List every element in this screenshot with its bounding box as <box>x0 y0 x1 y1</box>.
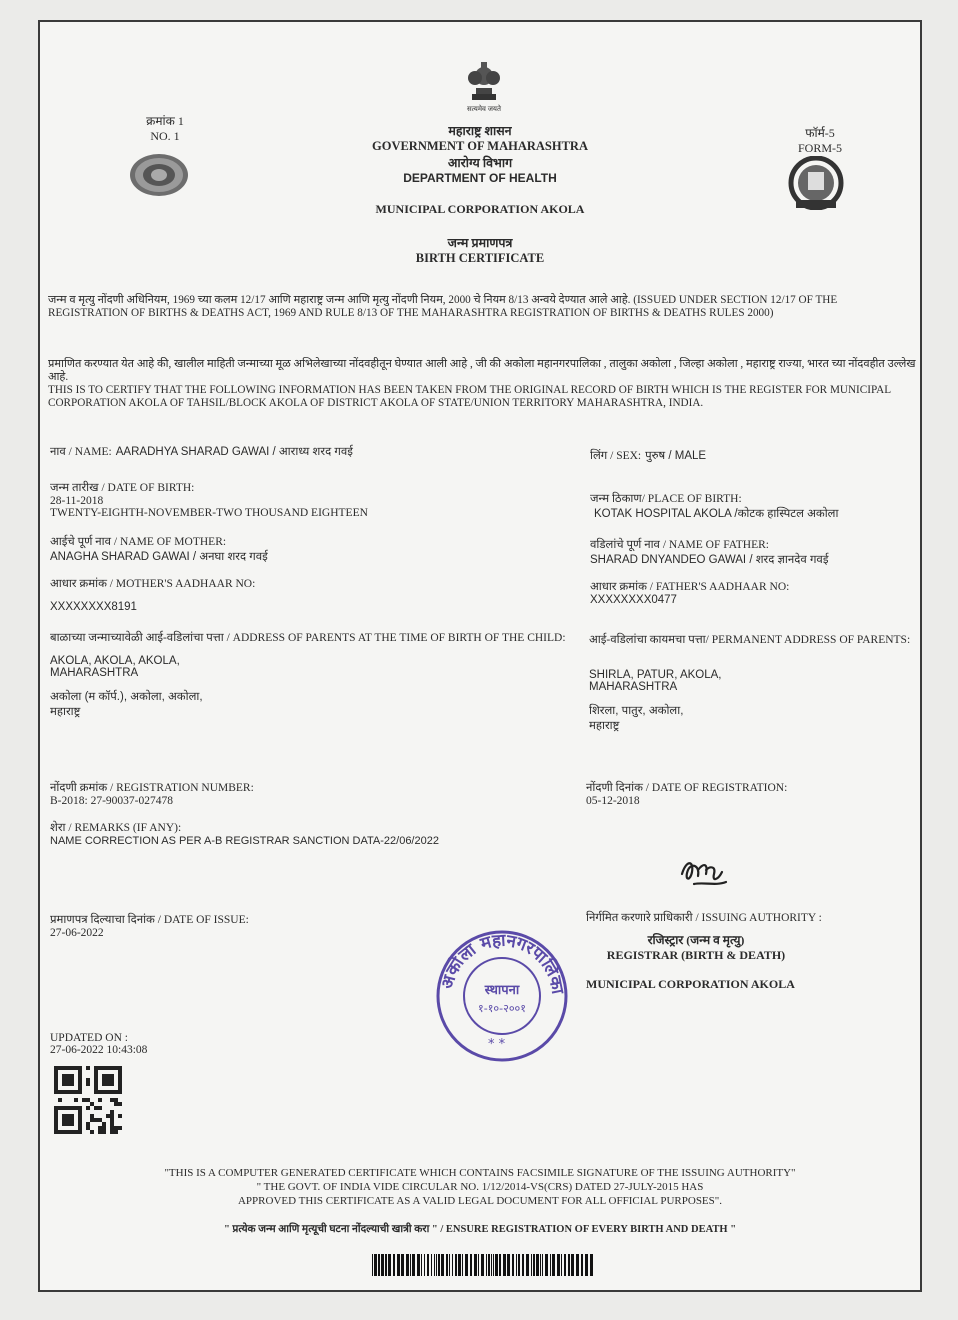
registration-number-field <box>50 780 580 807</box>
corporation-name: MUNICIPAL CORPORATION AKOLA <box>375 202 585 216</box>
municipal-logo-icon <box>788 156 844 210</box>
dob-value: 28-11-2018 <box>50 495 104 507</box>
father-name-value: SHARAD DNYANDEO GAWAI / शरद ज्ञानदेव गवई <box>590 554 829 566</box>
permanent-address-mr-line2: महाराष्ट्र <box>589 720 620 732</box>
dept-name-mr: आरोग्य विभाग <box>447 156 513 170</box>
sex-value: पुरुष / MALE <box>645 450 707 462</box>
permanent-address-label: आई-वडिलांचा कायमचा पत्ता/ PERMANENT ADDRESS OF PARENTS: <box>589 634 911 646</box>
header-block <box>280 122 680 185</box>
address-at-birth-field <box>50 630 585 719</box>
serial-number-en: NO. 1 <box>150 129 180 143</box>
registrar-title-en: REGISTRAR (BIRTH & DEATH) <box>606 948 786 962</box>
stamp-center-word: स्थापना <box>484 983 520 998</box>
mother-name-label: आईचे पूर्ण नाव / NAME OF MOTHER: <box>50 536 227 548</box>
barcode-icon <box>372 1254 596 1276</box>
authority-corporation: MUNICIPAL CORPORATION AKOLA <box>586 977 795 991</box>
address-at-birth-mr-line1: अकोला (म कॉर्प.), अकोला, अकोला, <box>50 691 203 703</box>
footer-line2: " THE GOVT. OF INDIA VIDE CIRCULAR NO. 1/12/2014-VS(CRS) DATED 27-JULY-2015 HAS <box>256 1181 704 1193</box>
stamp-center-date: १-१०-२००१ <box>478 1002 526 1015</box>
qr-code-icon <box>54 1066 122 1134</box>
sex-field <box>590 446 910 464</box>
mother-aadhaar-field <box>50 576 580 613</box>
date-of-issue-field <box>50 912 450 939</box>
issued-under-mr: जन्म व मृत्यु नोंदणी अधिनियम, 1969 च्या कलम 12/17 आणि महाराष्ट्र जन्म आणि मृत्यु नोंदणी नियम, 2000 चे नियम 8/13 अन्वये देण्यात आले आहे. <box>48 294 631 306</box>
remarks-label: शेरा / REMARKS (IF ANY): <box>50 822 182 834</box>
registration-number-label: नोंदणी क्रमांक / REGISTRATION NUMBER: <box>50 782 254 794</box>
date-of-registration-value: 05-12-2018 <box>586 795 640 807</box>
address-at-birth-en-line2: MAHARASHTRA <box>50 667 139 679</box>
permanent-address-field <box>589 632 914 733</box>
father-name-field <box>590 537 915 567</box>
footer-slogan <box>80 1222 880 1236</box>
father-aadhaar-value: XXXXXXXX0477 <box>590 594 677 606</box>
form-number-en: FORM-5 <box>797 141 842 155</box>
certify-en: THIS IS TO CERTIFY THAT THE FOLLOWING INFORMATION HAS BEEN TAKEN FROM THE ORIGINAL RECORD OF BIRTH WHICH IS THE REGISTER FOR MUNICIPAL CORPORATION AKOLA OF TAHSIL/BLOCK AKOLA OF DISTRICT AKOLA OF STATE/UNION TERRITORY MAHARASHTRA, INDIA. <box>48 384 891 409</box>
updated-on-field <box>50 1032 350 1056</box>
registration-number-value: B-2018: 27-90037-027478 <box>50 795 173 807</box>
issuing-authority-label: निर्गमित करणारे प्राधिकारी / ISSUING AUTHORITY : <box>586 912 822 924</box>
left-seal-icon <box>128 152 190 198</box>
name-field <box>50 442 580 460</box>
dept-name-en: DEPARTMENT OF HEALTH <box>403 171 557 185</box>
certificate-sheet <box>38 20 922 1292</box>
title-mr: जन्म प्रमाणपत्र <box>447 236 513 250</box>
remarks-field <box>50 820 670 847</box>
serial-number <box>130 112 200 144</box>
footer-line1: "THIS IS A COMPUTER GENERATED CERTIFICATE WHICH CONTAINS FACSIMILE SIGNATURE OF THE ISSUING AUTHORITY" <box>164 1167 796 1179</box>
certify-paragraph <box>48 358 916 410</box>
slogan-mr: " प्रत्येक जन्म आणि मृत्यूची घटना नोंदल्याची खात्री करा " <box>223 1224 438 1235</box>
footer-line3: APPROVED THIS CERTIFICATE AS A VALID LEGAL DOCUMENT FOR ALL OFFICIAL PURPOSES". <box>237 1195 723 1207</box>
form-number-mr: फॉर्म-5 <box>805 126 835 140</box>
father-aadhaar-label: आधार क्रमांक / FATHER'S AADHAAR NO: <box>590 581 790 593</box>
govt-name-en: GOVERNMENT OF MAHARASHTRA <box>372 139 588 153</box>
date-of-registration-field <box>586 780 911 807</box>
father-aadhaar-field <box>590 579 915 606</box>
name-label: नाव / NAME: <box>50 446 112 458</box>
father-name-label: वडिलांचे पूर्ण नाव / NAME OF FATHER: <box>590 539 770 551</box>
dob-words: TWENTY-EIGHTH-NOVEMBER-TWO THOUSAND EIGHTEEN <box>50 507 368 519</box>
dob-label: जन्म तारीख / DATE OF BIRTH: <box>50 482 195 494</box>
date-of-issue-value: 27-06-2022 <box>50 927 104 939</box>
footer-notice <box>80 1166 880 1208</box>
place-of-birth-field <box>590 491 915 521</box>
govt-name-mr: महाराष्ट्र शासन <box>448 124 512 138</box>
slogan-separator: / <box>440 1224 444 1235</box>
signature-icon <box>676 852 736 892</box>
mother-aadhaar-value: XXXXXXXX8191 <box>50 601 137 613</box>
emblem-motto: सत्यमेव जयते <box>467 105 501 113</box>
mother-aadhaar-label: आधार क्रमांक / MOTHER'S AADHAAR NO: <box>50 578 256 590</box>
mother-name-value: ANAGHA SHARAD GAWAI / अनघा शरद गवई <box>50 551 268 563</box>
mother-name-field <box>50 534 580 564</box>
name-value: AARADHYA SHARAD GAWAI / आराध्य शरद गवई <box>115 446 353 458</box>
registrar-title-mr: रजिस्ट्रार (जन्म व मृत्यु) <box>647 933 745 947</box>
permanent-address-en-line1: SHIRLA, PATUR, AKOLA, <box>589 669 722 681</box>
serial-number-mr: क्रमांक 1 <box>146 114 184 128</box>
updated-on-value: 27-06-2022 10:43:08 <box>50 1044 148 1056</box>
issuing-authority-block <box>586 910 916 992</box>
dob-field <box>50 480 580 519</box>
remarks-value: NAME CORRECTION AS PER A-B REGISTRAR SANCTION DATA-22/06/2022 <box>50 835 439 847</box>
place-of-birth-label: जन्म ठिकाण/ PLACE OF BIRTH: <box>590 493 742 505</box>
stamp-star-icon: * * <box>488 1037 506 1052</box>
sex-label: लिंग / SEX: <box>590 450 642 462</box>
address-at-birth-mr-line2: महाराष्ट्र <box>50 706 81 718</box>
title-en: BIRTH CERTIFICATE <box>415 251 545 265</box>
permanent-address-en-line2: MAHARASHTRA <box>589 681 678 693</box>
slogan-en: ENSURE REGISTRATION OF EVERY BIRTH AND DEATH " <box>445 1224 737 1235</box>
date-of-issue-label: प्रमाणपत्र दिल्याचा दिनांक / DATE OF ISSUE: <box>50 914 249 926</box>
address-at-birth-label: बाळाच्या जन्माच्यावेळी आई-वडिलांचा पत्ता / ADDRESS OF PARENTS AT THE TIME OF BIRTH OF THE CHILD: <box>50 632 566 644</box>
issued-under-paragraph <box>48 294 916 320</box>
certify-mr: प्रमाणित करण्यात येत आहे की, खालील माहिती जन्माच्या मूळ अभिलेखाच्या नोंदवहीतून घेण्यात आली आहे , जी की अकोला महानगरपालिका , तालुका अकोला , जिल्हा अकोला , महाराष्ट्र राज्या, भारत च्या नोंदवहीत उल्लेख आहे. <box>48 358 916 383</box>
official-stamp <box>432 926 572 1066</box>
issued-under-en: (ISSUED UNDER SECTION 12/17 OF THE REGISTRATION OF BIRTHS & DEATHS ACT, 1969 AND RULE 8/13 OF THE MAHARASHTRA REGISTRATION OF BIRTHS & DEATHS RULES 2000) <box>48 294 838 319</box>
stamp-ring-text: अकोला महानगरपालिका <box>437 930 568 996</box>
form-number <box>780 124 860 156</box>
place-of-birth-value: KOTAK HOSPITAL AKOLA /कोटक हास्पिटल अकोला <box>594 508 839 520</box>
address-at-birth-en-line1: AKOLA, AKOLA, AKOLA, <box>50 655 180 667</box>
state-emblem-icon <box>464 58 504 116</box>
document-title <box>280 234 680 266</box>
permanent-address-mr-line1: शिरला, पातुर, अकोला, <box>589 705 684 717</box>
updated-on-label: UPDATED ON : <box>50 1032 128 1044</box>
date-of-registration-label: नोंदणी दिनांक / DATE OF REGISTRATION: <box>586 782 788 794</box>
